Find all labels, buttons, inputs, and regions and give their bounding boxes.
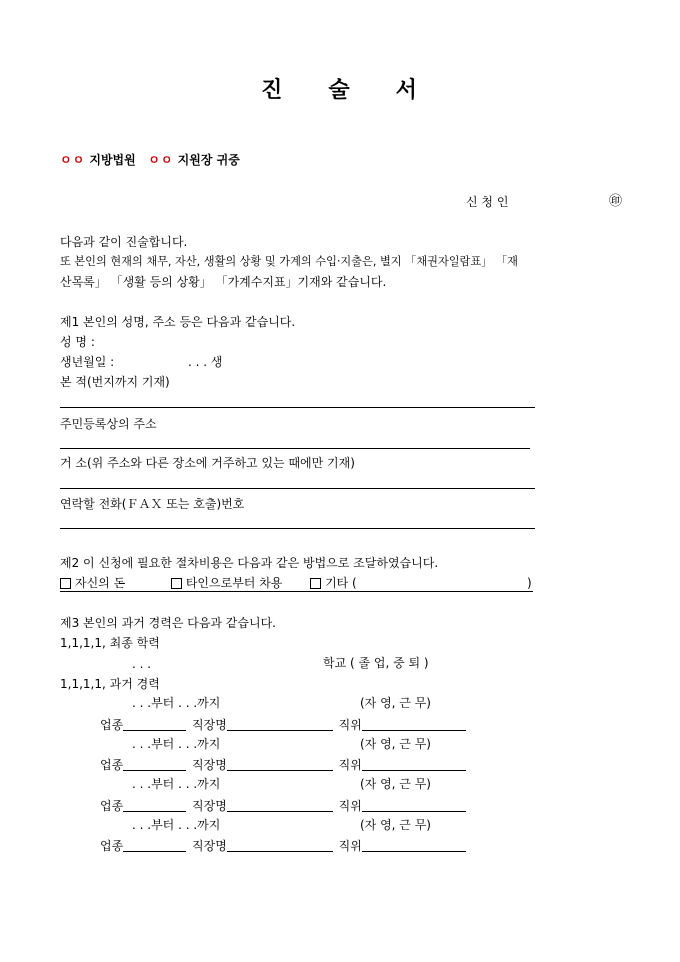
intro-line: 산목록」 「생활 등의 상황」 「가계수지표」기재와 같습니다. xyxy=(60,275,387,289)
intro-line: 또 본인의 현재의 채무, 자산, 생활의 상황 및 가계의 수입·지출은, 별지 「채권자일람표」 「재 xyxy=(60,255,518,268)
position-blank[interactable] xyxy=(362,718,466,731)
career-period: . . .부터 . . .까지 xyxy=(132,777,221,791)
industry-label: 업종 xyxy=(100,718,124,732)
career-status: (자 영, 근 무) xyxy=(360,737,431,751)
position-label: 직위 xyxy=(338,718,362,732)
career-fields xyxy=(100,799,466,812)
company-blank[interactable] xyxy=(227,799,333,812)
funding-underline xyxy=(60,591,533,592)
title-char: 술 xyxy=(328,78,352,103)
company-blank[interactable] xyxy=(227,839,333,852)
career-period: . . .부터 . . .까지 xyxy=(132,696,221,710)
branch-name: 지원장 귀중 xyxy=(177,153,240,167)
court-mark: ㅇㅇ xyxy=(60,153,86,167)
section1-heading: 제1 본인의 성명, 주소 등은 다음과 같습니다. xyxy=(60,315,296,329)
position-blank[interactable] xyxy=(362,839,466,852)
section3-heading: 제3 본인의 과거 경력은 다음과 같습니다. xyxy=(60,616,276,630)
career-status: (자 영, 근 무) xyxy=(360,818,431,832)
company-blank[interactable] xyxy=(227,718,333,731)
education-label: 1,1,1,1, 최종 학력 xyxy=(60,636,160,650)
contact-label: 연락할 전화(ＦＡＸ 또는 호출)번호 xyxy=(60,497,245,511)
residence-line xyxy=(60,488,535,489)
industry-blank[interactable] xyxy=(123,839,186,852)
option-other: 기타 ( xyxy=(325,576,357,590)
company-blank[interactable] xyxy=(227,758,333,771)
domicile-label: 본 적(번지까지 기재) xyxy=(60,375,170,389)
industry-label: 업종 xyxy=(100,758,124,772)
checkbox-other[interactable] xyxy=(310,578,321,589)
option-other-close: ) xyxy=(527,576,532,590)
address-line xyxy=(60,448,530,449)
industry-blank[interactable] xyxy=(123,718,186,731)
position-label: 직위 xyxy=(338,758,362,772)
position-label: 직위 xyxy=(338,839,362,853)
career-status: (자 영, 근 무) xyxy=(360,777,431,791)
residence-label: 거 소(위 주소와 다른 장소에 거주하고 있는 때에만 기재) xyxy=(60,456,355,470)
court-addressee xyxy=(60,154,240,166)
funding-options xyxy=(60,577,533,591)
contact-line xyxy=(60,528,535,529)
name-label: 성 명 : xyxy=(60,335,95,349)
domicile-line xyxy=(60,407,535,408)
intro-line: 다음과 같이 진술합니다. xyxy=(60,235,188,249)
company-label: 직장명 xyxy=(192,718,227,732)
education-dots: . . . xyxy=(132,657,152,671)
industry-blank[interactable] xyxy=(123,799,186,812)
position-label: 직위 xyxy=(338,799,362,813)
career-status: (자 영, 근 무) xyxy=(360,696,431,710)
document-title xyxy=(0,80,680,102)
career-fields xyxy=(100,839,466,852)
checkbox-own-money[interactable] xyxy=(60,578,71,589)
option-own-money: 자신의 돈 xyxy=(75,576,126,590)
birth-label: 생년월일 : xyxy=(60,355,115,369)
company-label: 직장명 xyxy=(192,758,227,772)
title-char: 진 xyxy=(261,78,285,103)
address-label: 주민등록상의 주소 xyxy=(60,417,157,431)
court-name: 지방법원 xyxy=(89,153,136,167)
position-blank[interactable] xyxy=(362,758,466,771)
industry-blank[interactable] xyxy=(123,758,186,771)
company-label: 직장명 xyxy=(192,839,227,853)
birth-dots: . . . 생 xyxy=(188,355,223,369)
applicant-label: 신 청 인 xyxy=(466,195,509,209)
industry-label: 업종 xyxy=(100,839,124,853)
career-label: 1,1,1,1, 과거 경력 xyxy=(60,677,160,691)
seal-mark: ㊞ xyxy=(609,194,623,209)
section2-heading: 제2 이 신청에 필요한 절차비용은 다음과 같은 방법으로 조달하였습니다. xyxy=(60,556,439,570)
branch-mark: ㅇㅇ xyxy=(148,153,174,167)
option-borrowed: 타인으로부터 차용 xyxy=(185,576,283,590)
career-period: . . .부터 . . .까지 xyxy=(132,737,221,751)
industry-label: 업종 xyxy=(100,799,124,813)
title-char: 서 xyxy=(395,78,419,103)
career-fields xyxy=(100,718,466,731)
position-blank[interactable] xyxy=(362,799,466,812)
career-fields xyxy=(100,758,466,771)
company-label: 직장명 xyxy=(192,799,227,813)
career-period: . . .부터 . . .까지 xyxy=(132,818,221,832)
education-school: 학교 ( 졸 업, 중 퇴 ) xyxy=(323,656,429,670)
checkbox-borrowed[interactable] xyxy=(171,578,182,589)
